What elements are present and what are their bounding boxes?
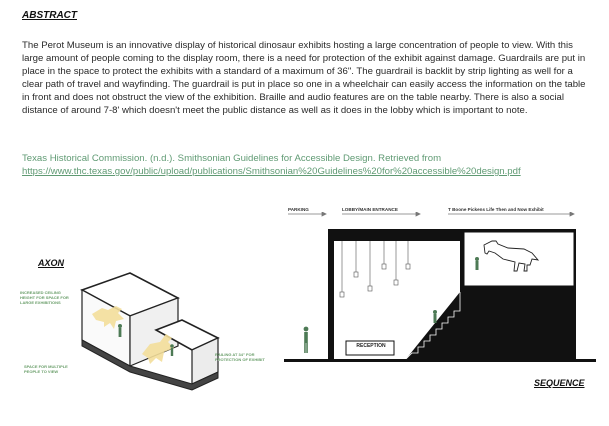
axon-drawing bbox=[60, 268, 230, 398]
sequence-arrow-lobby bbox=[342, 212, 420, 216]
sequence-left-wall bbox=[328, 241, 334, 359]
axon-label-ceiling: INCREASED CEILING HEIGHT FOR SPACE FOR LARGE EXHIBITIONS bbox=[20, 290, 69, 305]
abstract-heading: ABSTRACT bbox=[22, 10, 77, 21]
sequence-heading: SEQUENCE bbox=[534, 378, 585, 388]
sequence-drawing bbox=[284, 212, 600, 370]
sequence-arrow-exhibit bbox=[448, 212, 574, 216]
citation-text: Texas Historical Commission. (n.d.). Smithsonian Guidelines for Accessible Design. Retrieved from bbox=[22, 153, 442, 164]
axon-label-space: SPACE FOR MULTIPLE PEOPLE TO VIEW bbox=[24, 364, 68, 374]
sequence-label-exhibit: T Boone Pickens Life Then and Now Exhibit bbox=[448, 207, 544, 212]
sequence-label-lobby: LOBBY/MAIN ENTRANCE bbox=[342, 207, 398, 212]
sequence-arrow-parking bbox=[288, 212, 326, 216]
axon-heading: AXON bbox=[38, 258, 65, 268]
sequence-person-parking bbox=[304, 327, 309, 353]
sequence-hanging-lights bbox=[340, 241, 410, 297]
sequence-person-exhibit bbox=[475, 257, 479, 270]
abstract-body: The Perot Museum is an innovative display of historical dinosaur exhibits hosting a large concentration of people to view. With this large amount of people coming to the display room, there is a need for protection of the exhibit against damage. Guardrails are put in place in the space to protect the exhibits with a standard of a maximum of 36". The guardrail is backlit by strip lighting as well for a clear path of travel and wayfinding. The guardrail is put in place so one in a wheelchair can easily access the information on the table in front and does not obstruct the view of the exhibition. Braille and audio features are on the table nearby. There is also a social distance of around 7-8' which doesn't meet the public distance as well as it does in the lobby which is important to note. bbox=[22, 40, 586, 116]
sequence-label-parking: PARKING bbox=[288, 207, 309, 212]
citation bbox=[22, 152, 592, 178]
sequence-person-stairs bbox=[433, 310, 437, 323]
sequence-reception-label: RECEPTION bbox=[356, 343, 386, 349]
axon-label-railing: RAILING AT 34" FOR PROTECTION OF EXHIBIT bbox=[215, 352, 265, 362]
axon-person-figure-2 bbox=[170, 344, 174, 356]
sequence-ground bbox=[284, 359, 596, 362]
citation-link[interactable]: https://www.thc.texas.gov/public/upload/publications/Smithsonian%20Guidelines%20for%20accessible%20design.pdf bbox=[22, 166, 521, 177]
sequence-exhibit-window bbox=[464, 232, 574, 286]
